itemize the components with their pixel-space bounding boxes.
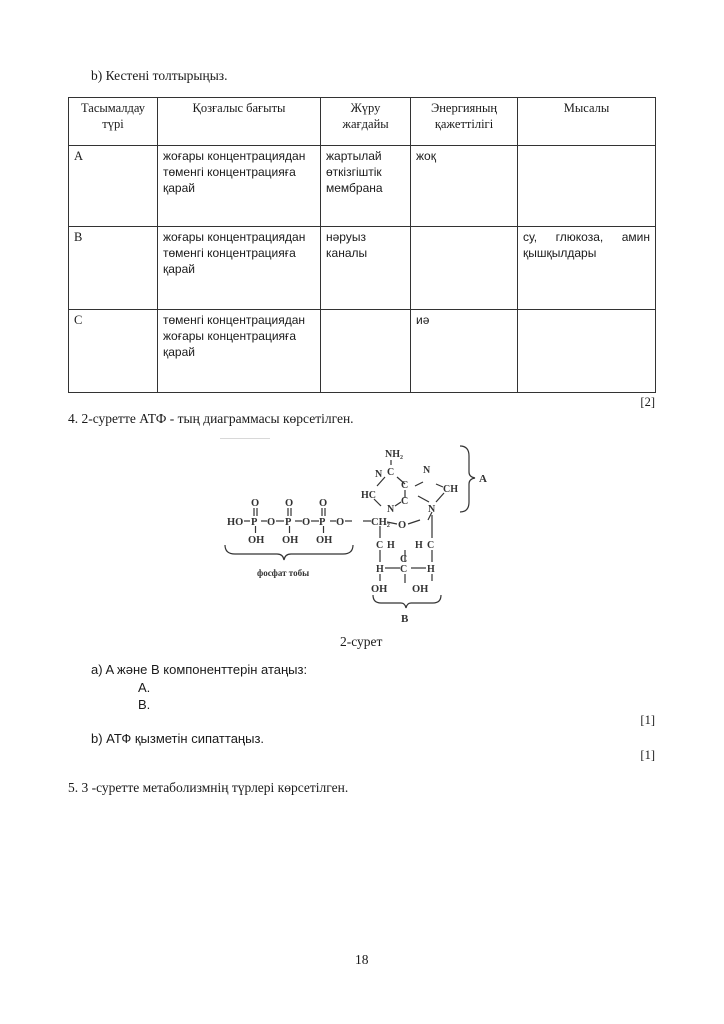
o-top1: O xyxy=(251,498,260,509)
oh-bottom2: OH xyxy=(282,535,299,546)
cell-direction: жоғары концентрациядан төменгі концентрацияға қарай xyxy=(158,146,321,227)
cell-example[interactable] xyxy=(518,146,656,227)
header-cell-example: Мысалы xyxy=(518,98,656,146)
p3-label: P xyxy=(319,517,326,528)
cell-type: C xyxy=(69,310,158,393)
table-row xyxy=(69,146,656,227)
cell-condition: жартылай өткізгіштік мембрана xyxy=(321,146,411,227)
cell-energy: жоқ xyxy=(411,146,518,227)
cell-direction: жоғары концентрациядан төменгі концентрацияға қарай xyxy=(158,227,321,310)
question-4b-label: b) АТФ қызметін сипаттаңыз. xyxy=(91,731,265,746)
bracket-a-label: A xyxy=(479,473,487,485)
o-top2: O xyxy=(285,498,294,509)
atp-diagram xyxy=(215,440,505,630)
ring-o-label: O xyxy=(398,520,407,531)
answer-b-line[interactable]: B. xyxy=(138,697,151,712)
question-5-label: 5. 3 -суретте метаболизмнің түрлері көрсетілген. xyxy=(68,780,349,795)
h-label: H xyxy=(415,540,423,551)
bracket-b-label: B xyxy=(401,613,409,625)
ho-label: HO xyxy=(227,517,244,528)
header-cell-type: Тасымалдау түрі xyxy=(69,98,158,146)
p1-label: P xyxy=(251,517,258,528)
cell-condition[interactable] xyxy=(321,310,411,393)
c-label: C xyxy=(376,540,384,551)
header-cell-direction: Қозғалыс бағыты xyxy=(158,98,321,146)
cell-example[interactable] xyxy=(518,310,656,393)
h-label: H xyxy=(427,564,435,575)
table-header-row xyxy=(69,98,656,146)
nh2-label: NH₂ xyxy=(385,449,403,460)
oh-ribose1: OH xyxy=(371,584,388,595)
o3-label: O xyxy=(336,517,345,528)
header-cell-energy: Энергияның қажеттілігі xyxy=(411,98,518,146)
phosphate-group-label: фосфат тобы xyxy=(257,568,310,578)
c-label: C xyxy=(400,564,408,575)
page-number: 18 xyxy=(355,952,369,967)
cell-direction: төменгі концентрациядан жоғары концентрацияға қарай xyxy=(158,310,321,393)
o1-label: O xyxy=(267,517,276,528)
divider-line xyxy=(220,438,270,439)
o-top3: O xyxy=(319,498,328,509)
answer-a-line[interactable]: A. xyxy=(138,680,151,695)
ch2-label: CH₂ xyxy=(371,517,390,528)
o2-label: O xyxy=(302,517,311,528)
cell-energy: иә xyxy=(411,310,518,393)
figure-caption: 2-сурет xyxy=(340,634,383,649)
h-label: H xyxy=(376,564,384,575)
q4b-mark: [1] xyxy=(640,748,655,762)
c-label: C xyxy=(400,554,408,565)
header-cell-condition: Жүру жағдайы xyxy=(321,98,411,146)
c-label: C xyxy=(401,496,409,507)
h-label: H xyxy=(387,540,395,551)
q4a-mark: [1] xyxy=(640,713,655,727)
c-label: C xyxy=(401,480,409,491)
oh-bottom1: OH xyxy=(248,535,265,546)
n-label: N xyxy=(423,465,431,476)
table-row xyxy=(69,227,656,310)
cell-type: A xyxy=(69,146,158,227)
table-row xyxy=(69,310,656,393)
question-3b-label: b) Кестені толтырыңыз. xyxy=(91,68,228,83)
transport-table xyxy=(68,97,656,393)
n-label: N xyxy=(428,504,436,515)
q3b-mark: [2] xyxy=(640,395,655,409)
c-label: C xyxy=(427,540,435,551)
question-4-label: 4. 2-суретте АТФ - тың диаграммасы көрсетілген. xyxy=(68,411,354,426)
question-4a-label: a) A және B компоненттерін атаңыз: xyxy=(91,662,308,677)
cell-energy[interactable] xyxy=(411,227,518,310)
oh-bottom3: OH xyxy=(316,535,333,546)
cell-example: су, глюкоза, амин қышқылдары xyxy=(518,227,656,310)
hc-label: HC xyxy=(361,490,376,501)
cell-condition: нәруыз каналы xyxy=(321,227,411,310)
p2-label: P xyxy=(285,517,292,528)
c-label: C xyxy=(387,467,395,478)
cell-type: B xyxy=(69,227,158,310)
ch-label: CH xyxy=(443,484,458,495)
n-label: N xyxy=(375,469,383,480)
n-label: N xyxy=(387,504,395,515)
oh-ribose2: OH xyxy=(412,584,429,595)
